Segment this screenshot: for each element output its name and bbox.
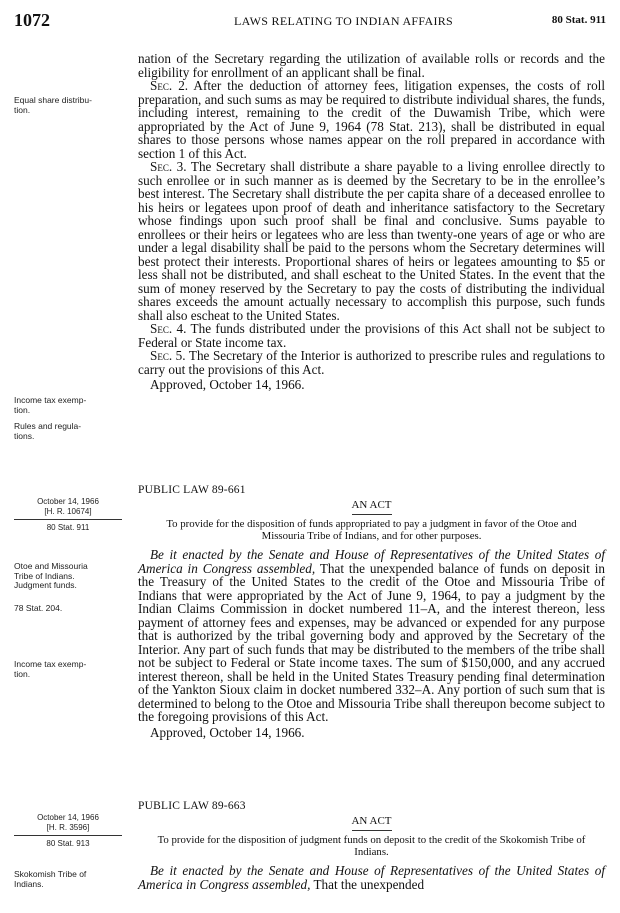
margin-note-income-tax-2: Income tax exemp- tion.: [14, 659, 87, 679]
bill-number: [H. R. 10674]: [44, 506, 92, 516]
heading-rule: [352, 514, 392, 515]
public-law-heading: PUBLIC LAW 89-663: [138, 800, 246, 812]
enacting-text: That the unexpended: [310, 876, 425, 892]
heading-rule: [352, 830, 392, 831]
enacting-formula: Be it enacted by the Senate and House of Representatives of the United States of America in Congress assembled,: [138, 547, 605, 576]
approved-date: Approved, October 14, 1966.: [150, 724, 305, 740]
margin-note-equal-share: Equal share distribu- tion.: [14, 95, 92, 115]
margin-note-rules: Rules and regula- tions.: [14, 421, 82, 441]
enacting-formula: Be it enacted by the Senate and House of Representatives of the United States of America in Congress assembled,: [138, 863, 605, 892]
public-law-heading: PUBLIC LAW 89-661: [138, 484, 246, 496]
section-label: Sec. 5.: [150, 348, 186, 363]
act-title: To provide for the disposition of judgment funds on deposit to the credit of the Skokomish Tribe of Indians.: [157, 834, 586, 858]
section-label: Sec. 2.: [150, 78, 189, 93]
section-text: The Secretary shall distribute a share payable to a living enrollee directly to such enrollee or in such manner as is deemed by the Secretary to be in the enrollee’s best interest. The Secretary shall distribute the per capita share of a deceased enrollee to his heirs or legatees upon proof of death and inheritance satisfactory to the Secretary whose findings upon such proof shall be final and conclusive. Sums payable to enrollees or their heirs or legatees who are less than twenty-one years of age or who are under a legal disability shall be paid to the persons whom the Secretary determines will best protect their interests. Proportional shares of heirs or legatees amounting to $5 or less shall not be distributed, and shall escheat to the United States. In the event that the sum of money reserved by the Secretary to pay the costs of distributing the individual shares exceeds the amount actually necessary to accomplish this purpose, such funds shall also escheat to the United States.: [138, 159, 605, 323]
statute-reference: 80 Stat. 911: [551, 14, 606, 26]
an-act-heading: AN ACT: [351, 498, 392, 511]
divider: [14, 519, 122, 520]
enacting-clause: [138, 864, 605, 891]
body-column-1: [138, 52, 605, 392]
approved-date: Approved, October 14, 1966.: [150, 377, 305, 392]
page-header: [14, 10, 606, 32]
section-label: Sec. 3.: [150, 159, 187, 174]
act-title: To provide for the disposition of funds appropriated to pay a judgment in favor of the Otoe and Missouria Tribe of Indians, and for other purposes.: [166, 518, 577, 542]
margin-note-stat-204: 78 Stat. 204.: [14, 603, 63, 613]
statute-cite: 80 Stat. 911: [46, 523, 90, 532]
paragraph-continued: nation of the Secretary regarding the utilization of available rolls or records and the eligibility for enrollment of an applicant shall be final.: [138, 51, 605, 80]
section-4: [138, 322, 605, 349]
section-5: [138, 349, 605, 376]
public-law-89-663: [138, 800, 605, 891]
section-label: Sec. 4.: [150, 321, 187, 336]
section-text: The Secretary of the Interior is authorized to prescribe rules and regulations to carry out the provisions of this Act.: [138, 348, 605, 377]
margin-note-skokomish: Skokomish Tribe of Indians.: [14, 869, 87, 889]
page-number: 1072: [14, 10, 50, 30]
an-act-heading: AN ACT: [351, 814, 392, 827]
law-89-661-citation: [14, 497, 122, 533]
section-text: After the deduction of attorney fees, litigation expenses, the costs of roll preparation, and such sums as may be required to distribute individual shares, the funds, including interest, remaining to the credit of the Duwamish Tribe, which were appropriated by the Act of June 9, 1964 (78 Stat. 213), shall be distributed in equal shares to those persons whose names appear on the roll prepared in accordance with section 1 of this Act.: [138, 78, 606, 161]
public-law-89-661: [138, 484, 605, 739]
section-text: The funds distributed under the provisions of this Act shall not be subject to Federal or State income tax.: [138, 321, 605, 350]
enactment-date: October 14, 1966: [37, 497, 99, 506]
enactment-date: October 14, 1966: [37, 813, 99, 822]
statute-cite: 80 Stat. 913: [46, 839, 90, 848]
section-2: [138, 79, 605, 160]
margin-note-income-tax: Income tax exemp- tion.: [14, 395, 87, 415]
bill-number: [H. R. 3596]: [46, 822, 90, 832]
divider: [14, 835, 122, 836]
section-3: [138, 160, 605, 322]
enacting-clause: [138, 548, 605, 724]
law-89-663-citation: [14, 813, 122, 849]
margin-note-otoe: Otoe and Missouria Tribe of Indians. Judgment funds.: [14, 561, 88, 590]
running-title: LAWS RELATING TO INDIAN AFFAIRS: [234, 14, 454, 28]
enacting-text: That the unexpended balance of funds on deposit in the Treasury of the United States to the credit of the Otoe and Missouria Tribe of Indians that were appropriated by the Act of June 9, 1964, to pay a judgment by the Indian Claims Commission in docket numbered 11–A, and the interest thereon, less payment of attorney fees and expenses, may be advanced or expended for any purpose that is authorized by the tribal governing body and approved by the Secretary of the Interior. Any part of such funds that may be distributed to the members of the tribe shall not be subject to Federal or State income taxes. The sum of $150,000, and any accrued interest thereon, shall be held in the United States Treasury pending final determination of the Yankton Sioux claim in docket numbered 332–A. Any portion of such sum that is determined to belong to the Otoe and Missouria Tribe shall thereupon become subject to the foregoing provisions of this Act.: [138, 560, 605, 724]
